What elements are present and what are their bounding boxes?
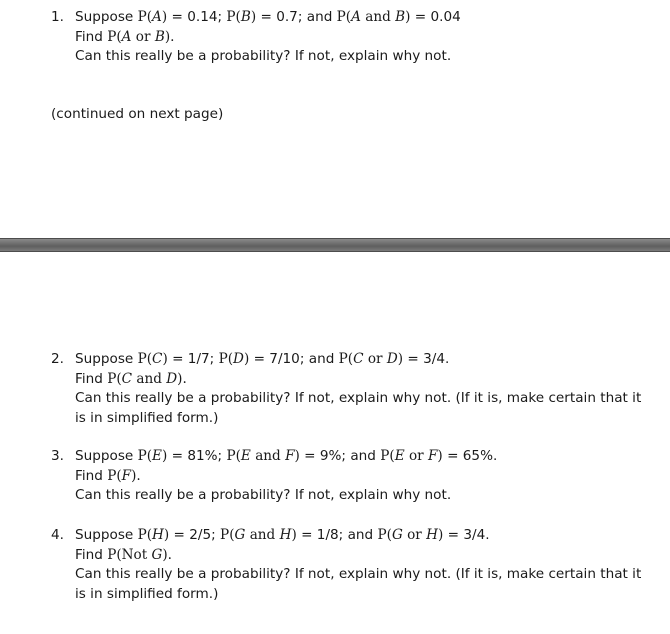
problem-number: 2.: [51, 351, 64, 367]
problem-2: [51, 350, 651, 428]
problem-number: 3.: [51, 448, 64, 464]
problem-find: Find P(F).: [75, 467, 141, 484]
problem-question: Can this really be a probability? If not, explain why not.: [75, 48, 452, 64]
problem-number: 1.: [51, 9, 64, 25]
page-separator: [0, 238, 670, 252]
continued-note: (continued on next page): [51, 106, 224, 122]
problem-question: Can this really be a probability? If not, explain why not.: [75, 487, 452, 503]
problem-givens: Suppose P(E) = 81%; P(E and F) = 9%; and P(E or F) = 65%.: [75, 448, 498, 464]
page-2: [0, 252, 670, 634]
problem-question: Can this really be a probability? If not, explain why not. (If it is, make certain that it is in simplified form.): [75, 566, 642, 602]
problem-givens: Suppose P(A) = 0.14; P(B) = 0.7; and P(A and B) = 0.04: [75, 9, 461, 25]
problem-4: [51, 526, 651, 604]
problem-find: Find P(A or B).: [75, 28, 175, 45]
problem-givens: Suppose P(C) = 1/7; P(D) = 7/10; and P(C or D) = 3/4.: [75, 351, 450, 367]
problem-1: [51, 8, 651, 67]
page-1: [0, 0, 670, 238]
problem-find: Find P(C and D).: [75, 370, 187, 387]
problem-find: Find P(Not G).: [75, 546, 172, 563]
given-3: P(A and B): [336, 9, 411, 25]
problem-3: [51, 447, 651, 506]
given-1: P(A): [137, 9, 168, 25]
given-2: P(B): [226, 9, 257, 25]
problem-givens: Suppose P(H) = 2/5; P(G and H) = 1/8; and P(G or H) = 3/4.: [75, 527, 490, 543]
problem-question: Can this really be a probability? If not, explain why not. (If it is, make certain that it is in simplified form.): [75, 390, 642, 426]
problem-number: 4.: [51, 527, 64, 543]
